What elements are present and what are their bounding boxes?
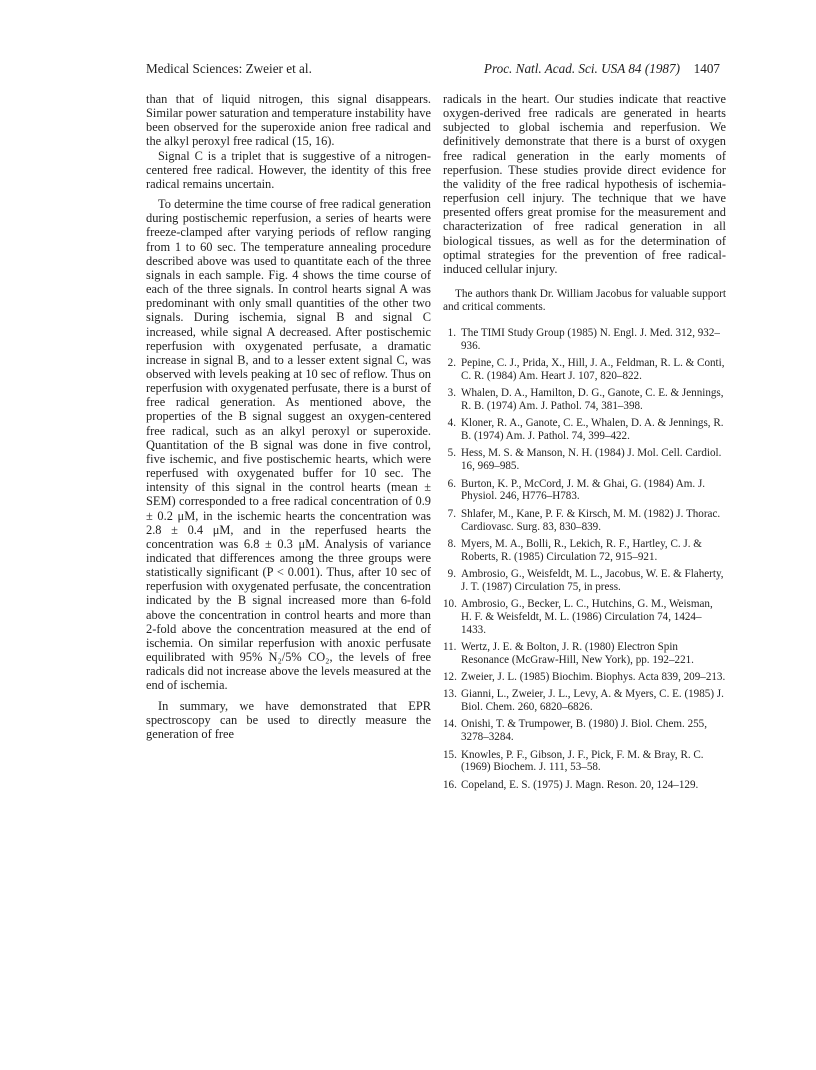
reference-number: 14. xyxy=(443,718,457,731)
reference-text: Copeland, E. S. (1975) J. Magn. Reson. 20, 124–129. xyxy=(461,778,699,791)
reference-number: 2. xyxy=(447,357,456,370)
reference-number: 11. xyxy=(443,641,457,654)
reference-text: Knowles, P. F., Gibson, J. F., Pick, F. M. & Bray, R. C. (1969) Biochem. J. 111, 53–58. xyxy=(461,748,704,774)
acknowledgment: The authors thank Dr. William Jacobus for valuable support and critical comments. xyxy=(443,288,726,314)
reference-number: 15. xyxy=(443,748,457,761)
reference-item xyxy=(443,447,726,473)
reference-text: Burton, K. P., McCord, J. M. & Ghai, G. (1984) Am. J. Physiol. 246, H776–H783. xyxy=(461,477,706,503)
reference-text: Onishi, T. & Trumpower, B. (1980) J. Biol. Chem. 255, 3278–3284. xyxy=(461,718,707,744)
reference-number: 3. xyxy=(447,387,456,400)
reference-number: 12. xyxy=(443,671,457,684)
reference-number: 13. xyxy=(443,688,457,701)
reference-item xyxy=(443,508,726,534)
body-paragraph: To determine the time course of free radical generation during postischemic reperfusion, a series of hearts were freeze-clamped after varying periods of reflow ranging from 1 to 60 sec. The temperature annealing procedure described above was used to quantitate each of the three signals in each sample. Fig. 4 shows the time course of each of the three signals. In control hearts signal A was predominant with only small quantities of the other two signals. During ischemia, signal B and signal C increased, while signal A decreased. After postischemic reperfusion with oxygenated perfusate, a dramatic increase in signal B, and to a lesser extent signal C, was observed with levels peaking at 10 sec of reflow. Thus on reperfusion with oxygenated perfusate, there is a burst of free radical generation. As mentioned above, the properties of the B signal suggest an oxygen-centered free radical, such as an alkyl peroxyl or superoxide. Quantitation of the B signal was done in five control, five ischemic, and five postischemic hearts, which were reperfused with oxygenated buffer for 10 sec. The intensity of this signal in the control hearts (mean ± SEM) corresponded to a free radical concentration of 0.9 ± 0.2 μM, in the ischemic hearts the concentration was 2.8 ± 0.4 μM, and in the reperfused hearts the concentration was 6.8 ± 0.3 μM. Analysis of variance indicated that differences among the three groups were statistically significant (P < 0.001). Thus, after 10 sec of reperfusion with oxygenated perfusate, the concentration indicated by the B signal increased more than 6-fold above the concentration in control hearts and more than 2-fold above the concentration measured at the end of ischemia. On similar reperfusion with anoxic perfusate equilibrated with 95% N₂/5% CO₂, the levels of free radicals did not increase above the levels measured at the end of ischemia. xyxy=(146,197,431,693)
reference-text: Shlafer, M., Kane, P. F. & Kirsch, M. M. (1982) J. Thorac. Cardiovasc. Surg. 83, 830–839. xyxy=(461,507,721,533)
reference-item xyxy=(443,718,726,744)
reference-text: Ambrosio, G., Becker, L. C., Hutchins, G. M., Weisman, H. F. & Weisfeldt, M. L. (1986) Circulation 74, 1424–1433. xyxy=(461,598,713,636)
reference-item xyxy=(443,749,726,775)
reference-list xyxy=(443,327,726,792)
reference-text: Hess, M. S. & Manson, N. H. (1984) J. Mol. Cell. Cardiol. 16, 969–985. xyxy=(461,447,722,473)
reference-text: Wertz, J. E. & Bolton, J. R. (1980) Electron Spin Resonance (McGraw-Hill, New York), pp. 192–221. xyxy=(461,641,694,666)
running-header-journal: Proc. Natl. Acad. Sci. USA 84 (1987) xyxy=(483,61,680,76)
reference-number: 8. xyxy=(447,537,456,550)
reference-item xyxy=(443,387,726,413)
body-paragraph: radicals in the heart. Our studies indicate that reactive oxygen-derived free radicals are generated in hearts subjected to global ischemia and reperfusion. We definitively demonstrate that there is a burst of oxygen free radical generation in the early moments of reperfusion. These studies provide direct evidence for the validity of the free radical hypothesis of ischemia-reperfusion cell injury. The technique that we have presented offers great promise for the measurement and characterization of free radical generation in all biological tissues, as well as for the determination of optimal strategies for the prevention of free radical-induced cellular injury. xyxy=(443,92,726,276)
reference-item xyxy=(443,538,726,564)
reference-text: Whalen, D. A., Hamilton, D. G., Ganote, C. E. & Jennings, R. B. (1974) Am. J. Pathol. 74, 381–398. xyxy=(461,387,724,413)
reference-item xyxy=(443,641,726,667)
page-number: 1407 xyxy=(693,61,720,76)
body-paragraph: Signal C is a triplet that is suggestive of a nitrogen-centered free radical. However, the identity of this free radical remains uncertain. xyxy=(146,148,431,191)
reference-text: Myers, M. A., Bolli, R., Lekich, R. F., Hartley, C. J. & Roberts, R. (1985) Circulation 72, 915–921. xyxy=(461,537,702,563)
body-paragraph: In summary, we have demonstrated that EPR spectroscopy can be used to directly measure the generation of free xyxy=(146,698,431,741)
reference-item xyxy=(443,779,726,792)
reference-text: Pepine, C. J., Prida, X., Hill, J. A., Feldman, R. L. & Conti, C. R. (1984) Am. Heart J. 107, 820–822. xyxy=(461,357,725,383)
reference-number: 10. xyxy=(443,598,457,611)
reference-number: 7. xyxy=(447,507,456,520)
reference-number: 16. xyxy=(443,778,457,791)
reference-item xyxy=(443,327,726,353)
reference-number: 5. xyxy=(447,447,456,460)
reference-item xyxy=(443,478,726,504)
reference-number: 6. xyxy=(447,477,456,490)
reference-item xyxy=(443,357,726,383)
reference-text: Zweier, J. L. (1985) Biochim. Biophys. Acta 839, 209–213. xyxy=(461,671,726,684)
left-column xyxy=(146,92,431,741)
reference-item xyxy=(443,671,726,684)
reference-number: 9. xyxy=(447,567,456,580)
reference-number: 1. xyxy=(447,327,456,340)
right-column xyxy=(443,92,726,796)
running-header xyxy=(146,61,720,79)
reference-number: 4. xyxy=(447,417,456,430)
reference-item xyxy=(443,417,726,443)
body-paragraph: than that of liquid nitrogen, this signal disappears. Similar power saturation and temperature instability have been observed for the superoxide anion free radical and the alkyl peroxyl free radical (15, 16). xyxy=(146,92,431,149)
reference-text: Gianni, L., Zweier, J. L., Levy, A. & Myers, C. E. (1985) J. Biol. Chem. 260, 6820–6826. xyxy=(461,688,724,714)
reference-text: Ambrosio, G., Weisfeldt, M. L., Jacobus, W. E. & Flaherty, J. T. (1987) Circulation 75, in press. xyxy=(461,567,724,593)
reference-text: The TIMI Study Group (1985) N. Engl. J. Med. 312, 932–936. xyxy=(461,327,720,352)
reference-text: Kloner, R. A., Ganote, C. E., Whalen, D. A. & Jennings, R. B. (1974) Am. J. Pathol. 74, 399–422. xyxy=(461,417,724,443)
reference-item xyxy=(443,598,726,637)
reference-item xyxy=(443,568,726,594)
reference-item xyxy=(443,688,726,714)
running-header-section: Medical Sciences: Zweier et al. xyxy=(146,61,312,76)
